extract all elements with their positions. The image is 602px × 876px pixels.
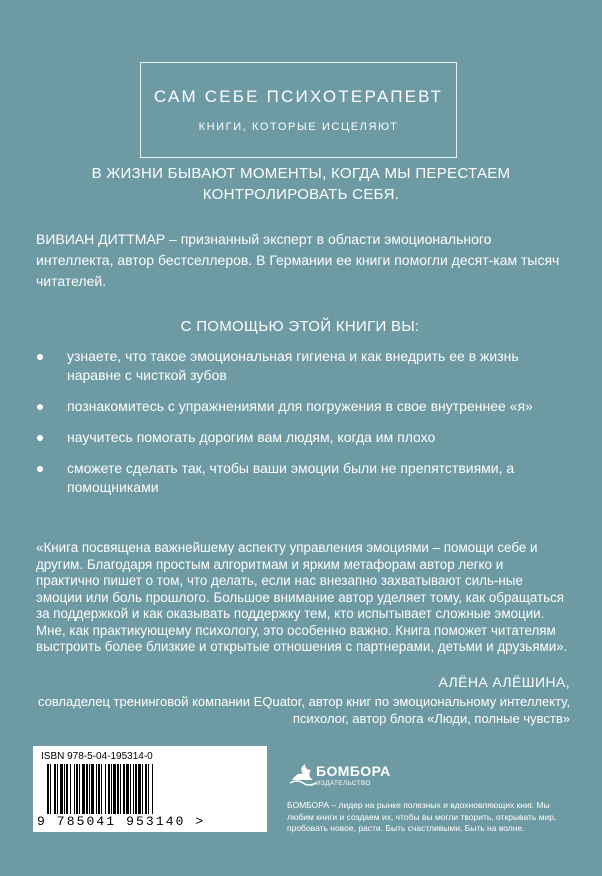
list-item	[36, 459, 576, 497]
list-item	[36, 347, 576, 385]
list-item-text: познакомитесь с упражнениями для погружения в свое внутреннее «я»	[67, 398, 533, 414]
series-frame	[140, 62, 457, 158]
list-item	[36, 397, 576, 416]
bullet-icon	[37, 354, 43, 360]
quote-author-description: совладелец тренинговой компании EQuator, автор книг по эмоциональному интеллекту, психолог, автор блога «Люди, полные чувств»	[37, 694, 570, 726]
isbn-label: ISBN 978-5-04-195314-0	[41, 751, 153, 762]
publisher-description: БОМБОРА – лидер на рынке полезных и вдохновляющих книг. Мы любим книги и создаем их, чтобы вы могли творить, открывать мир, пробовать новое, расти. Быть счастливыми. Быть на волне.	[287, 800, 557, 833]
headline: В ЖИЗНИ БЫВАЮТ МОМЕНТЫ, КОГДА МЫ ПЕРЕСТАЕМ КОНТРОЛИРОВАТЬ СЕБЯ.	[91, 165, 511, 203]
publisher-subtitle: ИЗДАТЕЛЬСТВО	[316, 780, 371, 787]
quote-author-name: АЛЁНА АЛЁШИНА,	[438, 674, 570, 690]
bullet-icon	[37, 404, 43, 410]
series-subtitle: КНИГИ, КОТОРЫЕ ИСЦЕЛЯЮТ	[198, 121, 399, 133]
publisher-name: БОМБОРА	[316, 763, 391, 779]
barcode-digits: 9 785041 953140 >	[37, 814, 206, 829]
list-item-text: научитесь помогать дорогим вам людям, когда им плохо	[67, 429, 436, 445]
list-item	[36, 428, 576, 447]
series-title: САМ СЕБЕ ПСИХОТЕРАПЕВТ	[153, 87, 444, 106]
benefits-title: С ПОМОЩЬЮ ЭТОЙ КНИГИ ВЫ:	[180, 318, 420, 335]
list-item-text: узнаете, что такое эмоциональная гигиена и как внедрить ее в жизнь наравне с чисткой зубов	[67, 348, 519, 383]
testimonial-quote: «Книга посвящена важнейшему аспекту управления эмоциями – помощи себе и другим. Благодаря простым алгоритмам и ярким метафорам автор легко и практично пишет о том, что делать, если нас внезапно захватывают силь-ные эмоции или боль прошлого. Большое внимание автор уделяет тому, как обращаться за поддержкой и как оказывать поддержку тем, кто испытывает сложные эмоции. Мне, как практикующему психологу, это особенно важно. Книга поможет читателям выстроить более близкие и открытые отношения с партнерами, детьми и друзьями».	[36, 540, 568, 654]
bullet-icon	[37, 435, 43, 441]
list-item-text: сможете сделать так, чтобы ваши эмоции были не препятствиями, а помощниками	[67, 460, 515, 495]
barcode	[33, 746, 267, 832]
barcode-bars	[47, 764, 253, 814]
author-intro: ВИВИАН ДИТТМАР – признанный эксперт в области эмоционального интеллекта, автор бестселлеров. В Германии ее книги помогли десят-кам тысяч читателей.	[36, 231, 560, 289]
benefits-list	[36, 347, 576, 497]
bullet-icon	[37, 466, 43, 472]
